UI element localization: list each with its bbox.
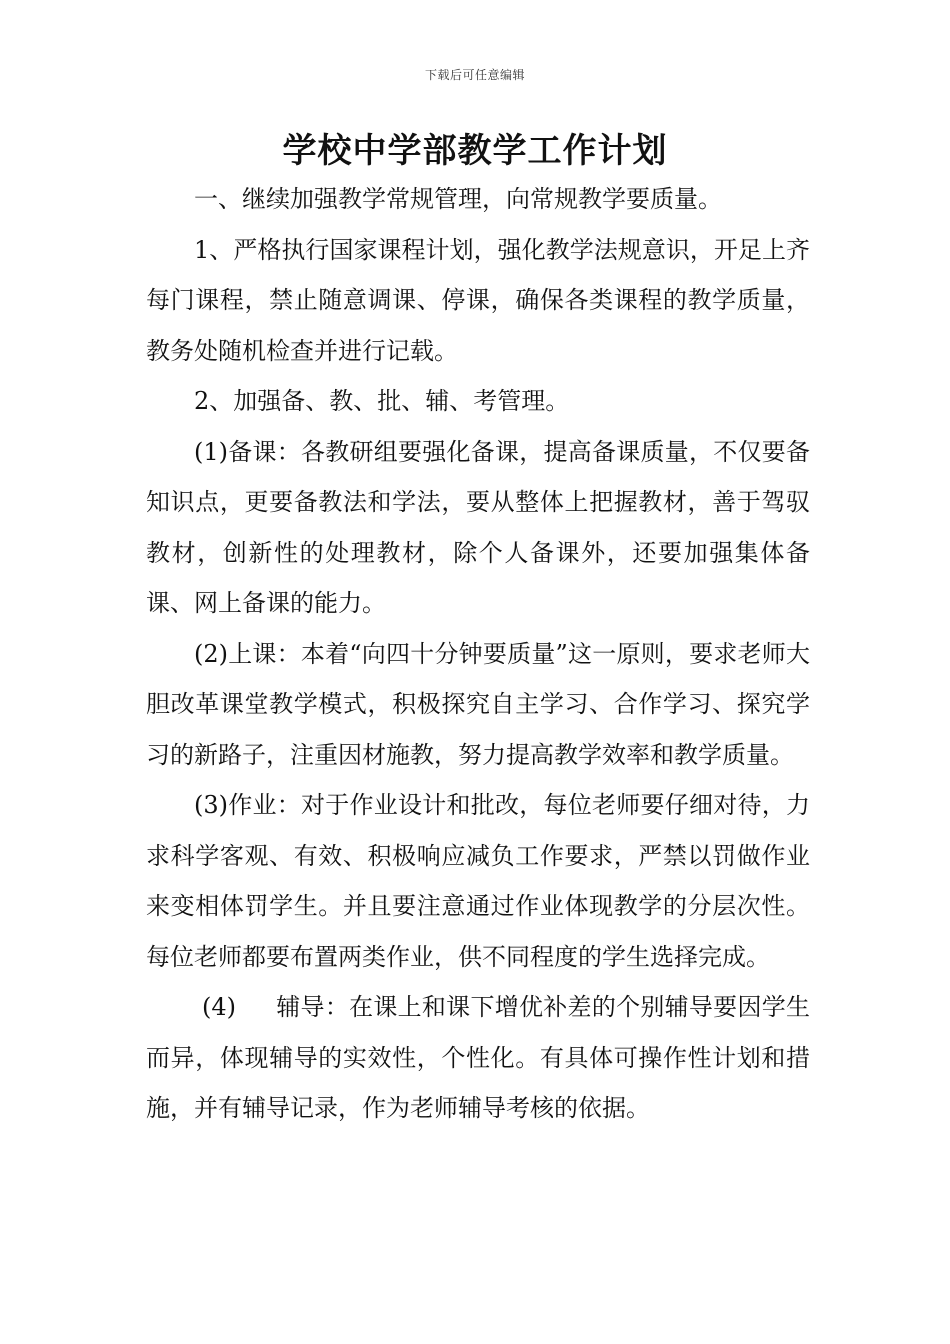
section-heading-1: 一、继续加强教学常规管理，向常规教学要质量。 bbox=[194, 185, 722, 213]
document-body bbox=[146, 174, 810, 1134]
item-text: 辅导：在课上和课下增优补差的个别辅导要因学生而异，体现辅导的实效性，个性化。有具体可操作性计划和措施，并有辅导记录，作为老师辅导考核的依据。 bbox=[146, 993, 810, 1122]
paragraph-tutoring bbox=[146, 982, 810, 1134]
document-title: 学校中学部教学工作计划 bbox=[282, 131, 668, 171]
paragraph-lesson-prep: (1)备课：各教研组要强化备课，提高备课质量，不仅要备知识点，更要备教法和学法，要从整体上把握教材，善于驾驭教材，创新性的处理教材，除个人备课外，还要加强集体备课、网上备课的能力。 bbox=[146, 437, 810, 617]
paragraph-management: 2、加强备、教、批、辅、考管理。 bbox=[194, 387, 570, 415]
paragraph-teaching: (2)上课：本着“向四十分钟要质量”这一原则，要求老师大胆改革课堂教学模式，积极探究自主学习、合作学习、探究学习的新路子，注重因材施教，努力提高教学效率和教学质量。 bbox=[146, 639, 810, 769]
item-marker: (4) bbox=[202, 993, 236, 1021]
paragraph-homework: (3)作业：对于作业设计和批改，每位老师要仔细对待，力求科学客观、有效、积极响应减负工作要求，严禁以罚做作业来变相体罚学生。并且要注意通过作业体现教学的分层次性。每位老师都要布置两类作业，供不同程度的学生选择完成。 bbox=[146, 791, 810, 971]
paragraph-course-plan: 1、严格执行国家课程计划，强化教学法规意识，开足上齐每门课程，禁止随意调课、停课，确保各类课程的教学质量，教务处随机检查并进行记载。 bbox=[146, 235, 810, 365]
header-note: 下载后可任意编辑 bbox=[424, 68, 525, 82]
